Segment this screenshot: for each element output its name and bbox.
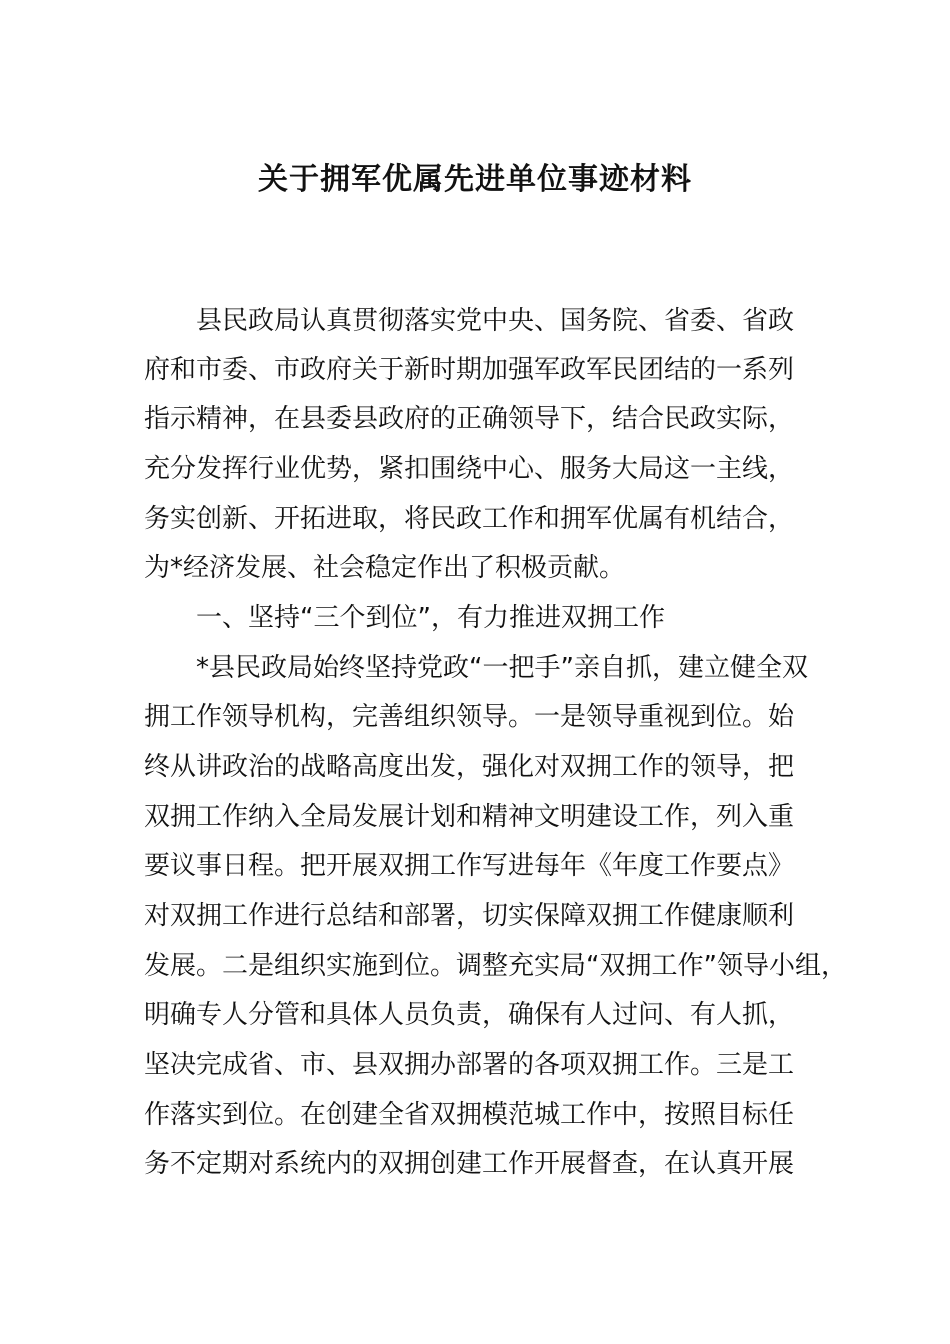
- body-line: 终从讲政治的战略高度出发，强化对双拥工作的领导，把: [144, 752, 795, 782]
- section-heading: 一、坚持“三个到位”，有力推进双拥工作: [196, 603, 665, 633]
- body-line: 作落实到位。在创建全省双拥模范城工作中，按照目标任: [144, 1100, 795, 1130]
- body-line: 务实创新、开拓进取，将民政工作和拥军优属有机结合，: [144, 504, 795, 534]
- body-line: 为*经济发展、社会稳定作出了积极贡献。: [144, 553, 626, 583]
- body-line: 明确专人分管和具体人员负责，确保有人过问、有人抓，: [144, 1000, 795, 1030]
- body-line: 府和市委、市政府关于新时期加强军政军民团结的一系列: [144, 355, 795, 385]
- body-line: 务不定期对系统内的双拥创建工作开展督查，在认真开展: [144, 1149, 795, 1179]
- body-line: 要议事日程。把开展双拥工作写进每年《年度工作要点》: [144, 851, 795, 881]
- body-line: 双拥工作纳入全局发展计划和精神文明建设工作，列入重: [144, 802, 795, 832]
- body-line: 发展。二是组织实施到位。调整充实局“双拥工作”领导小组，: [144, 951, 847, 981]
- body-line: 指示精神，在县委县政府的正确领导下，结合民政实际，: [144, 404, 795, 434]
- body-line: 对双拥工作进行总结和部署，切实保障双拥工作健康顺利: [144, 901, 795, 931]
- body-line: 充分发挥行业优势，紧扣围绕中心、服务大局这一主线，: [144, 454, 795, 484]
- body-line: 拥工作领导机构，完善组织领导。一是领导重视到位。始: [144, 702, 795, 732]
- document-title: 关于拥军优属先进单位事迹材料: [258, 162, 692, 197]
- body-line: 县民政局认真贯彻落实党中央、国务院、省委、省政: [196, 306, 795, 336]
- body-line: *县民政局始终坚持党政“一把手”亲自抓，建立健全双: [196, 653, 808, 683]
- body-line: 坚决完成省、市、县双拥办部署的各项双拥工作。三是工: [144, 1050, 795, 1080]
